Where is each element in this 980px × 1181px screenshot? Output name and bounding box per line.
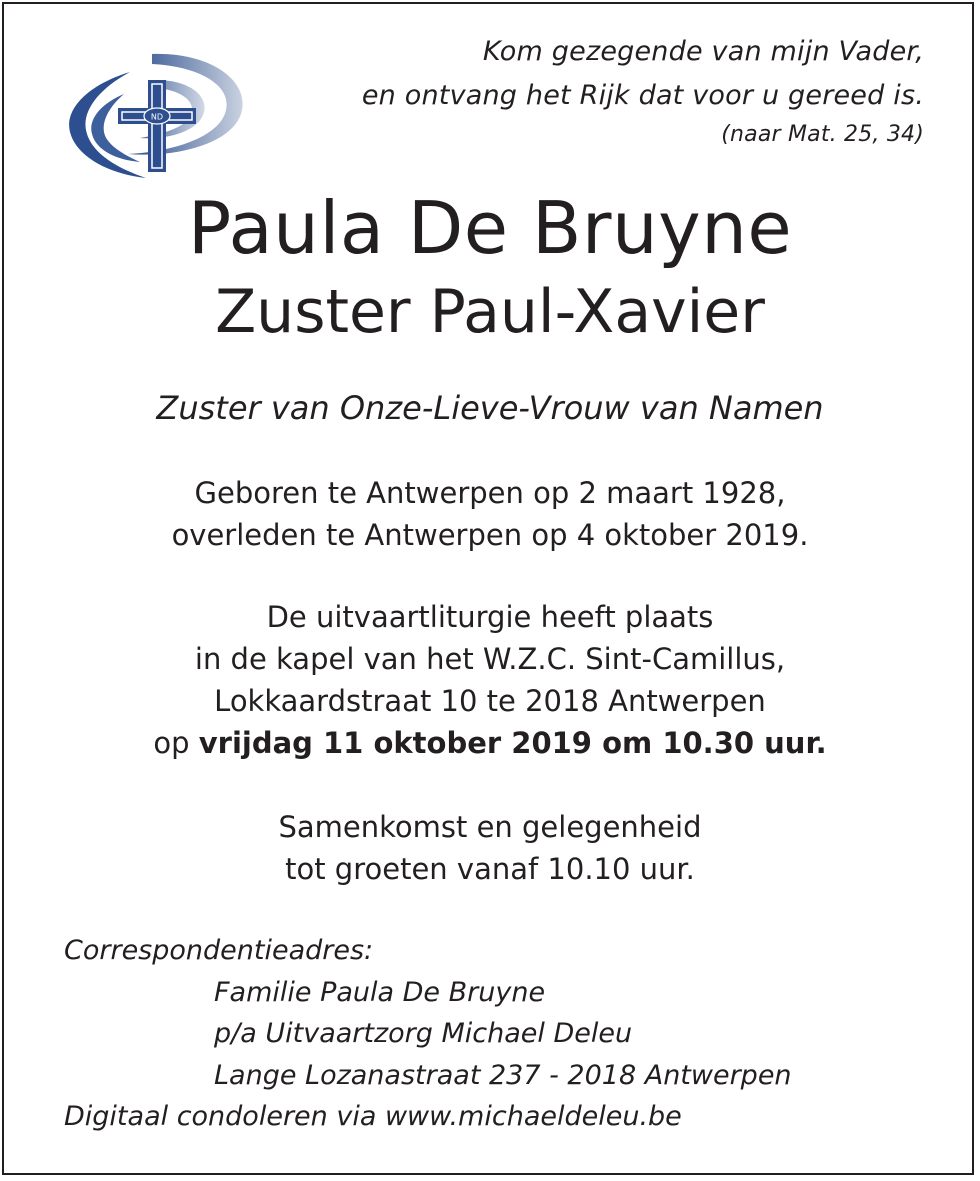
correspondence-heading: Correspondentieadres: bbox=[64, 935, 374, 966]
condolence-link: Digitaal condoleren via www.michaeldeleu.be bbox=[64, 1101, 682, 1132]
verse-line-2: en ontvang het Rijk dat voor u gereed is. bbox=[361, 80, 924, 111]
liturgy-line-3: Lokkaardstraat 10 te 2018 Antwerpen bbox=[214, 684, 766, 718]
meeting-line-2: tot groeten vanaf 10.10 uur. bbox=[285, 852, 695, 886]
birth-line: Geboren te Antwerpen op 2 maart 1928, bbox=[194, 476, 786, 510]
congregation-logo bbox=[60, 50, 250, 185]
cross-vertical-icon bbox=[148, 80, 166, 172]
logo-swoosh-left-inner bbox=[91, 94, 140, 162]
correspondence-line-3: Lange Lozanastraat 237 - 2018 Antwerpen bbox=[214, 1059, 792, 1091]
correspondence-line-2: p/a Uitvaartzorg Michael Deleu bbox=[214, 1018, 633, 1049]
logo-initials: ND bbox=[150, 112, 164, 122]
meeting-line-1: Samenkomst en gelegenheid bbox=[278, 810, 702, 844]
correspondence-block bbox=[64, 930, 792, 1138]
verse-line-1: Kom gezegende van mijn Vader, bbox=[482, 36, 924, 67]
death-line: overleden te Antwerpen op 4 oktober 2019. bbox=[171, 518, 809, 552]
religious-name: Zuster Paul-Xavier bbox=[215, 277, 765, 347]
liturgy-line-4 bbox=[0, 722, 980, 764]
logo-swoosh-left bbox=[69, 72, 146, 178]
correspondence-line-1: Familie Paula De Bruyne bbox=[214, 976, 546, 1008]
liturgy-date: vrijdag 11 oktober 2019 om 10.30 uur. bbox=[198, 726, 827, 760]
birth-death-info bbox=[0, 472, 980, 556]
liturgy-info bbox=[0, 596, 980, 764]
liturgy-line-2: in de kapel van het W.Z.C. Sint-Camillus, bbox=[194, 642, 786, 676]
meeting-info bbox=[0, 806, 980, 890]
deceased-name: Paula De Bruyne bbox=[187, 186, 793, 270]
logo-swoosh-outer bbox=[128, 54, 243, 155]
liturgy-line-1: De uitvaartliturgie heeft plaats bbox=[266, 600, 714, 634]
religious-order: Zuster van Onze-Lieve-Vrouw van Namen bbox=[156, 389, 824, 427]
bible-verse bbox=[362, 30, 924, 152]
verse-reference: (naar Mat. 25, 34) bbox=[721, 122, 924, 147]
liturgy-date-prefix: op bbox=[153, 726, 199, 760]
